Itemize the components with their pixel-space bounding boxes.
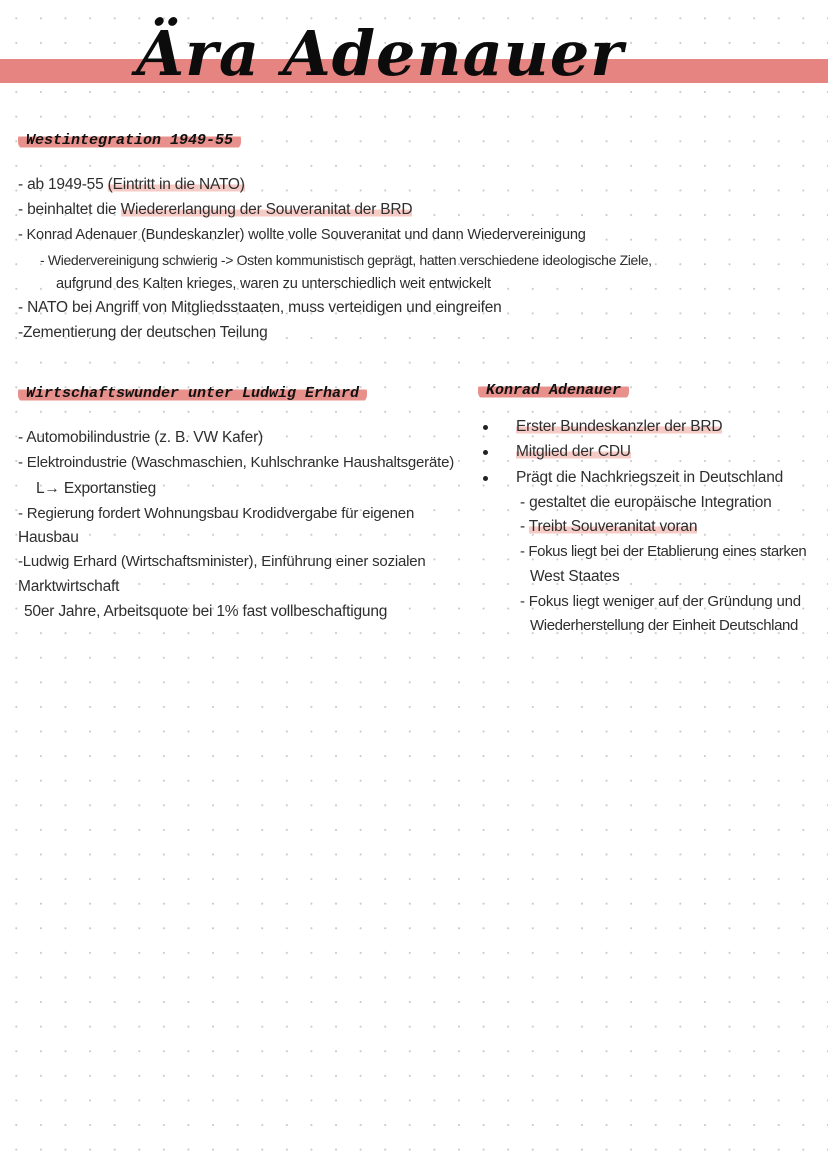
adenauer-bullet-1: Erster Bundeskanzler der BRD — [516, 418, 723, 435]
heading-konrad-adenauer: Konrad Adenauer — [474, 382, 633, 400]
westintegration-line-2: - beinhaltet die Wiedererlangung der Souveranitat der BRD — [18, 201, 413, 218]
wirtschaft-line-1: - Automobilindustrie (z. B. VW Kafer) — [18, 429, 263, 446]
heading-westintegration: Westintegration 1949-55 — [14, 132, 245, 150]
heading-wirtschaftswunder: Wirtschaftswunder unter Ludwig Erhard — [14, 385, 371, 403]
wirtschaft-line-2: - Elektroindustrie (Waschmaschien, Kuhlschranke Haushaltsgeräte) — [18, 454, 455, 471]
wirtschaft-line-8: 50er Jahre, Arbeitsquote bei 1% fast vollbeschaftigung — [24, 603, 388, 620]
bullet-dot — [483, 450, 488, 455]
adenauer-subline-3: - Fokus liegt bei der Etablierung eines starken — [520, 543, 807, 560]
adenauer-subline-6: Wiederherstellung der Einheit Deutschland — [530, 617, 798, 634]
wirtschaft-line-3: L→ Exportanstieg — [36, 480, 157, 497]
adenauer-subline-4: West Staates — [530, 568, 620, 585]
page-title: Ära Adenauer — [136, 17, 624, 90]
westintegration-line-7: -Zementierung der deutschen Teilung — [18, 324, 268, 341]
adenauer-subline-5: - Fokus liegt weniger auf der Gründung und — [520, 593, 801, 610]
adenauer-subline-2: - Treibt Souveranitat voran — [520, 518, 698, 535]
wirtschaft-line-6: -Ludwig Erhard (Wirtschaftsminister), Einführung einer sozialen — [18, 553, 426, 570]
westintegration-line-3: - Konrad Adenauer (Bundeskanzler) wollte volle Souveranitat und dann Wiedervereinigung — [18, 227, 586, 243]
wirtschaft-line-5: Hausbau — [18, 529, 79, 546]
westintegration-line-5: aufgrund des Kalten krieges, waren zu unterschiedlich weit entwickelt — [56, 276, 491, 292]
adenauer-bullet-2: Mitglied der CDU — [516, 443, 631, 460]
bullet-dot — [483, 425, 488, 430]
westintegration-line-1: - ab 1949-55 (Eintritt in die NATO) — [18, 176, 245, 193]
bullet-dot — [483, 476, 488, 481]
westintegration-line-6: - NATO bei Angriff von Mitgliedsstaaten, muss verteidigen und eingreifen — [18, 299, 502, 316]
wirtschaft-line-4: - Regierung fordert Wohnungsbau Krodidvergabe für eigenen — [18, 505, 415, 522]
adenauer-subline-1: - gestaltet die europäische Integration — [520, 494, 772, 511]
adenauer-bullet-3: Prägt die Nachkriegszeit in Deutschland — [516, 469, 784, 486]
wirtschaft-line-7: Marktwirtschaft — [18, 578, 120, 595]
westintegration-line-4: - Wiedervereinigung schwierig -> Osten kommunistisch geprägt, hatten verschiedene ideologische Ziele, — [40, 252, 652, 268]
